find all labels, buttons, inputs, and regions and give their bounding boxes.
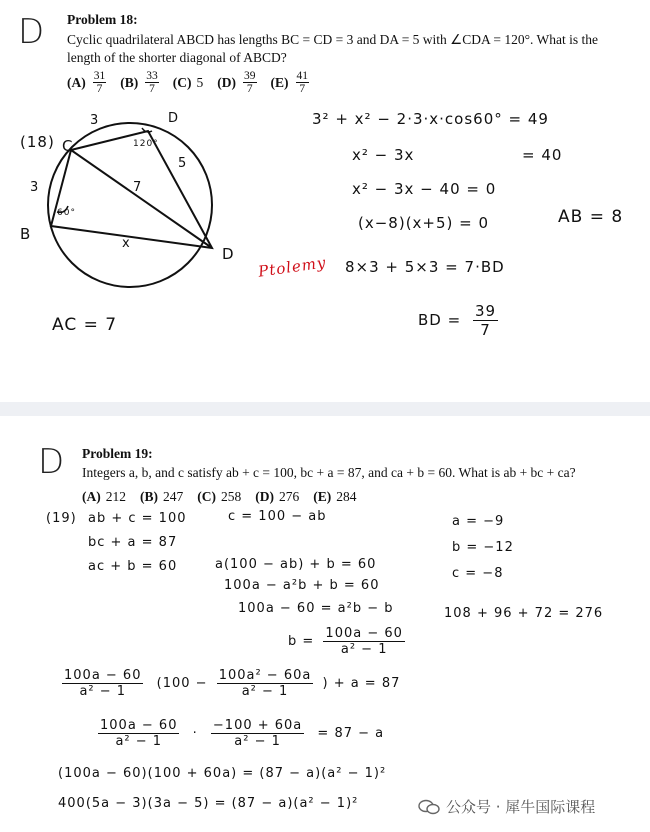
sub-2: 100a − a²b + b = 60	[224, 578, 380, 593]
diagonal-7-length: 7	[133, 180, 143, 195]
quadrilateral-edges	[51, 131, 212, 248]
eq-1: ab + c = 100	[88, 511, 187, 526]
sub-1: a(100 − ab) + b = 60	[215, 557, 377, 572]
choice-d: (D) 276	[255, 489, 300, 504]
choice-e: (E) 284	[313, 489, 357, 504]
vertex-b-label: B	[20, 225, 32, 243]
eq-2: bc + a = 87	[88, 535, 178, 550]
vertex-d-top-label: D	[168, 111, 180, 126]
problem-statement: Cyclic quadrilateral ABCD has lengths BC = CD = 3 and DA = 5 with ∠CDA = 120°. What is the length of the shorter diagonal of ABCD?	[67, 32, 599, 65]
choice-a: (A) 212	[82, 489, 126, 504]
problem-18-card	[0, 0, 650, 402]
angle-120-label: 120°	[133, 139, 159, 149]
choice-d: (D) $\frac{39}{7}$	[217, 70, 256, 95]
problem-number: (19)	[46, 511, 77, 526]
b-formula: b = $\frac{100a - 60}{\text{a² − 1}}$	[288, 626, 403, 657]
problem-19-card	[0, 416, 650, 832]
substitution-line-1: $\frac{100a - 60}{\text{a² − 1}}$ (100 − $\frac{\text{100a² − 60a}}{\text{a² − 1}}$ ) + a = 87	[64, 668, 401, 699]
watermark: 公众号 · 犀牛国际课程	[418, 796, 595, 817]
answer-choices	[82, 489, 371, 505]
value-b: b = −12	[452, 540, 514, 555]
final-sum: 108 + 96 + 72 = 276	[444, 606, 604, 621]
value-a: a = −9	[452, 514, 505, 529]
angle-60-label: 60°	[57, 208, 76, 218]
side-x-length: x	[122, 236, 131, 251]
wechat-icon	[418, 799, 440, 815]
side-cd-length: 3	[90, 113, 100, 128]
problem-statement: Integers a, b, and c satisfy ab + c = 100, bc + a = 87, and ca + b = 60. What is ab + bc + ca?	[82, 465, 576, 480]
result-bd: BD = $\frac{39}{7}$	[418, 302, 497, 339]
work-factored: (x−8)(x+5) = 0	[358, 214, 490, 232]
answer-letter: D	[38, 442, 65, 482]
result-ab: AB = 8	[558, 207, 624, 227]
choice-b: (B) $\frac{33}{7}$	[120, 70, 158, 95]
eq-c: c = 100 − ab	[228, 509, 327, 524]
problem-number: (18)	[20, 133, 55, 151]
work-quadratic: x² − 3x − 40 = 0	[352, 180, 497, 198]
sub-3: 100a − 60 = a²b − b	[238, 601, 394, 616]
work-law-of-cosines: 3² + x² − 2·3·x·cos60° = 49	[312, 110, 549, 128]
problem-title: Problem 19:	[82, 446, 153, 461]
vertex-c-label: C	[62, 137, 74, 155]
substitution-line-2: $\frac{100a - 60}{\text{a² − 1}}$ · $\frac{-100 + 60a}{\text{a² − 1}}$ = 87 − a	[100, 718, 385, 749]
work-line-2a: x² − 3x	[352, 146, 415, 164]
vertex-d-right-label: D	[222, 245, 235, 263]
value-c: c = −8	[452, 566, 504, 581]
cyclic-quadrilateral-figure	[0, 0, 650, 402]
choice-c: (C) 258	[197, 489, 242, 504]
side-bc-length: 3	[30, 180, 40, 195]
expanded-line-2: 400(5a − 3)(3a − 5) = (87 − a)(a² − 1)²	[58, 796, 359, 811]
eq-3: ac + b = 60	[88, 559, 178, 574]
choice-c: (C) 5	[172, 74, 204, 90]
result-ac: AC = 7	[52, 315, 118, 335]
choice-e: (E) $\frac{41}{7}$	[270, 70, 308, 95]
work-ptolemy: 8×3 + 5×3 = 7·BD	[345, 258, 505, 276]
expanded-line-1: (100a − 60)(100 + 60a) = (87 − a)(a² − 1)²	[58, 766, 387, 781]
work-line-2b: = 40	[522, 146, 563, 164]
ptolemy-note: Ptolemy	[257, 253, 328, 281]
answer-letter: D	[18, 12, 45, 52]
choice-a: (A) $\frac{31}{7}$	[67, 70, 106, 95]
card-separator	[0, 402, 650, 416]
problem-title: Problem 18:	[67, 12, 138, 27]
side-5-length: 5	[178, 156, 188, 171]
choice-b: (B) 247	[140, 489, 184, 504]
